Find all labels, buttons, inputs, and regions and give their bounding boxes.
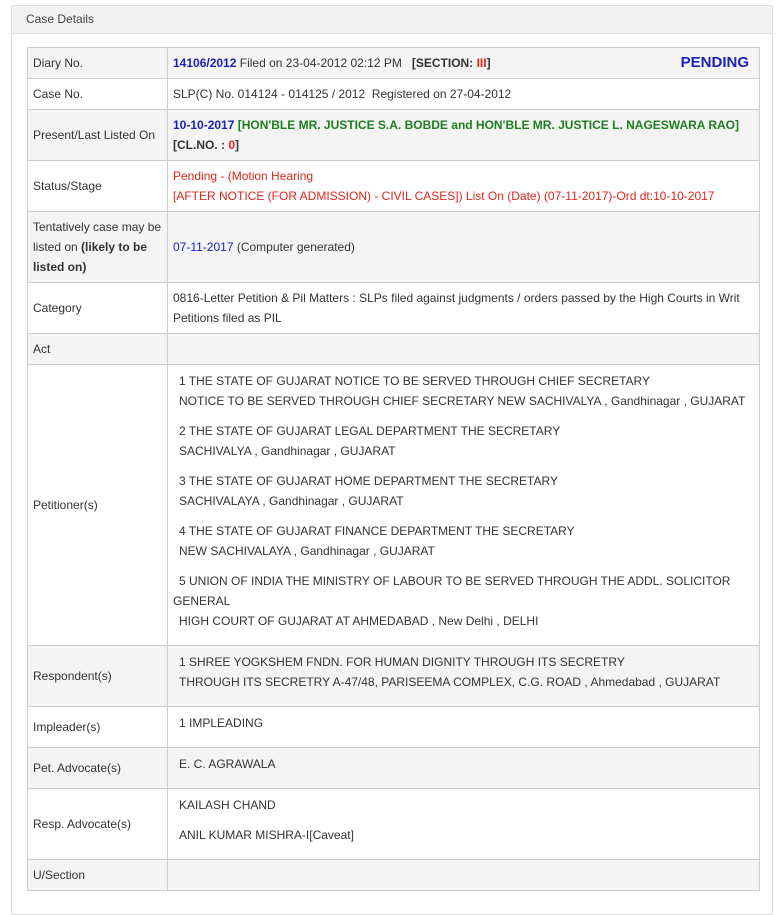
row-category	[28, 283, 760, 334]
petitioner-2-line-2: SACHIVALYA , Gandhinagar , GUJARAT	[179, 444, 396, 458]
tentative-label-text: Tentatively case may be listed on	[33, 220, 162, 254]
diary-filed: Filed on 23-04-2012 02:12 PM	[239, 56, 402, 70]
petitioner-1	[173, 371, 753, 411]
tentative-date: 07-11-2017	[173, 240, 234, 254]
value-resp-advocate	[168, 789, 760, 860]
petitioner-5-line-3: HIGH COURT OF GUJARAT AT AHMEDABAD , New Delhi , DELHI	[179, 614, 539, 628]
category-line-1: 0816-Letter Petition & Pil Matters : SLPs filed against judgments / orders passed by the High Courts in Writ	[173, 291, 740, 305]
row-resp-advocate	[28, 789, 760, 860]
resp-advocate-2: ANIL KUMAR MISHRA-I[Caveat]	[179, 828, 354, 842]
value-category	[168, 283, 760, 334]
status-line-1: Pending - (Motion Hearing	[173, 169, 314, 183]
row-status	[28, 161, 760, 212]
petitioner-1-line-1: 1 THE STATE OF GUJARAT NOTICE TO BE SERVED THROUGH CHIEF SECRETARY	[179, 374, 650, 388]
petitioner-5	[173, 571, 753, 631]
row-case	[28, 79, 760, 110]
row-pet-advocate	[28, 748, 760, 789]
petitioner-2-line-1: 2 THE STATE OF GUJARAT LEGAL DEPARTMENT THE SECRETARY	[179, 424, 561, 438]
category-line-2: Petitions filed as PIL	[173, 311, 282, 325]
petitioner-3	[173, 471, 753, 511]
value-act	[168, 334, 760, 365]
row-petitioners	[28, 365, 760, 646]
row-diary	[28, 48, 760, 79]
label-respondents: Respondent(s)	[28, 646, 168, 707]
petitioner-2	[173, 421, 753, 461]
petitioner-3-line-2: SACHIVALAYA , Gandhinagar , GUJARAT	[179, 494, 404, 508]
clno-close: ]	[235, 138, 240, 152]
label-category: Category	[28, 283, 168, 334]
panel-title: Case Details	[12, 6, 772, 34]
row-act	[28, 334, 760, 365]
respondent-line-1: 1 SHREE YOGKSHEM FNDN. FOR HUMAN DIGNITY THROUGH ITS SECRETRY	[179, 655, 625, 669]
status-badge: PENDING	[680, 54, 749, 71]
pet-advocate-name: E. C. AGRAWALA	[179, 757, 276, 771]
status-line-2: [AFTER NOTICE (FOR ADMISSION) - CIVIL CASES]) List On (Date) (07-11-2017)-Ord dt:10-10-2017	[173, 189, 715, 203]
impleader-line: 1 IMPLEADING	[179, 716, 264, 730]
value-impleaders	[168, 707, 760, 748]
label-act: Act	[28, 334, 168, 365]
value-tentative	[168, 212, 760, 283]
value-listed	[168, 110, 760, 161]
resp-advocate-1: KAILASH CHAND	[179, 798, 276, 812]
row-impleaders	[28, 707, 760, 748]
petitioner-5-line-1: 5 UNION OF INDIA THE MINISTRY OF LABOUR TO BE SERVED THROUGH THE ADDL. SOLICITOR	[179, 574, 731, 588]
petitioner-5-line-2: GENERAL	[173, 594, 231, 608]
section-close: ]	[486, 56, 491, 70]
listed-date: 10-10-2017	[173, 118, 235, 132]
label-petitioners: Petitioner(s)	[28, 365, 168, 646]
section-value: III	[476, 56, 487, 70]
petitioner-1-line-2: NOTICE TO BE SERVED THROUGH CHIEF SECRETARY NEW SACHIVALYA , Gandhinagar , GUJARAT	[179, 394, 746, 408]
listed-bench: [HON'BLE MR. JUSTICE S.A. BOBDE and HON'BLE MR. JUSTICE L. NAGESWARA RAO]	[237, 118, 740, 132]
label-status: Status/Stage	[28, 161, 168, 212]
label-listed: Present/Last Listed On	[28, 110, 168, 161]
label-usection: U/Section	[28, 860, 168, 891]
value-respondents	[168, 646, 760, 707]
case-details-panel	[11, 5, 773, 915]
value-status	[168, 161, 760, 212]
clno-value: 0	[228, 138, 236, 152]
tentative-label-bold: (likely to be listed on)	[33, 240, 148, 274]
label-case: Case No.	[28, 79, 168, 110]
value-case: SLP(C) No. 014124 - 014125 / 2012 Registered on 27-04-2012	[168, 79, 760, 110]
clno-label: [CL.NO. :	[173, 138, 225, 152]
row-usection	[28, 860, 760, 891]
label-tentative	[28, 212, 168, 283]
row-respondents	[28, 646, 760, 707]
label-pet-advocate: Pet. Advocate(s)	[28, 748, 168, 789]
section-label: [SECTION:	[411, 56, 474, 70]
petitioner-4-line-1: 4 THE STATE OF GUJARAT FINANCE DEPARTMENT THE SECRETARY	[179, 524, 575, 538]
petitioner-4-line-2: NEW SACHIVALAYA , Gandhinagar , GUJARAT	[179, 544, 435, 558]
label-diary: Diary No.	[28, 48, 168, 79]
value-usection	[168, 860, 760, 891]
label-impleaders: Impleader(s)	[28, 707, 168, 748]
label-resp-advocate: Resp. Advocate(s)	[28, 789, 168, 860]
tentative-note: (Computer generated)	[236, 240, 355, 254]
case-details-table	[27, 47, 760, 891]
value-diary	[168, 48, 760, 79]
value-pet-advocate	[168, 748, 760, 789]
row-listed	[28, 110, 760, 161]
value-petitioners	[168, 365, 760, 646]
respondent-line-2: THROUGH ITS SECRETRY A-47/48, PARISEEMA COMPLEX, C.G. ROAD , Ahmedabad , GUJARAT	[179, 675, 721, 689]
row-tentative	[28, 212, 760, 283]
petitioner-3-line-1: 3 THE STATE OF GUJARAT HOME DEPARTMENT THE SECRETARY	[179, 474, 558, 488]
diary-number: 14106/2012	[173, 56, 237, 70]
petitioner-4	[173, 521, 753, 561]
